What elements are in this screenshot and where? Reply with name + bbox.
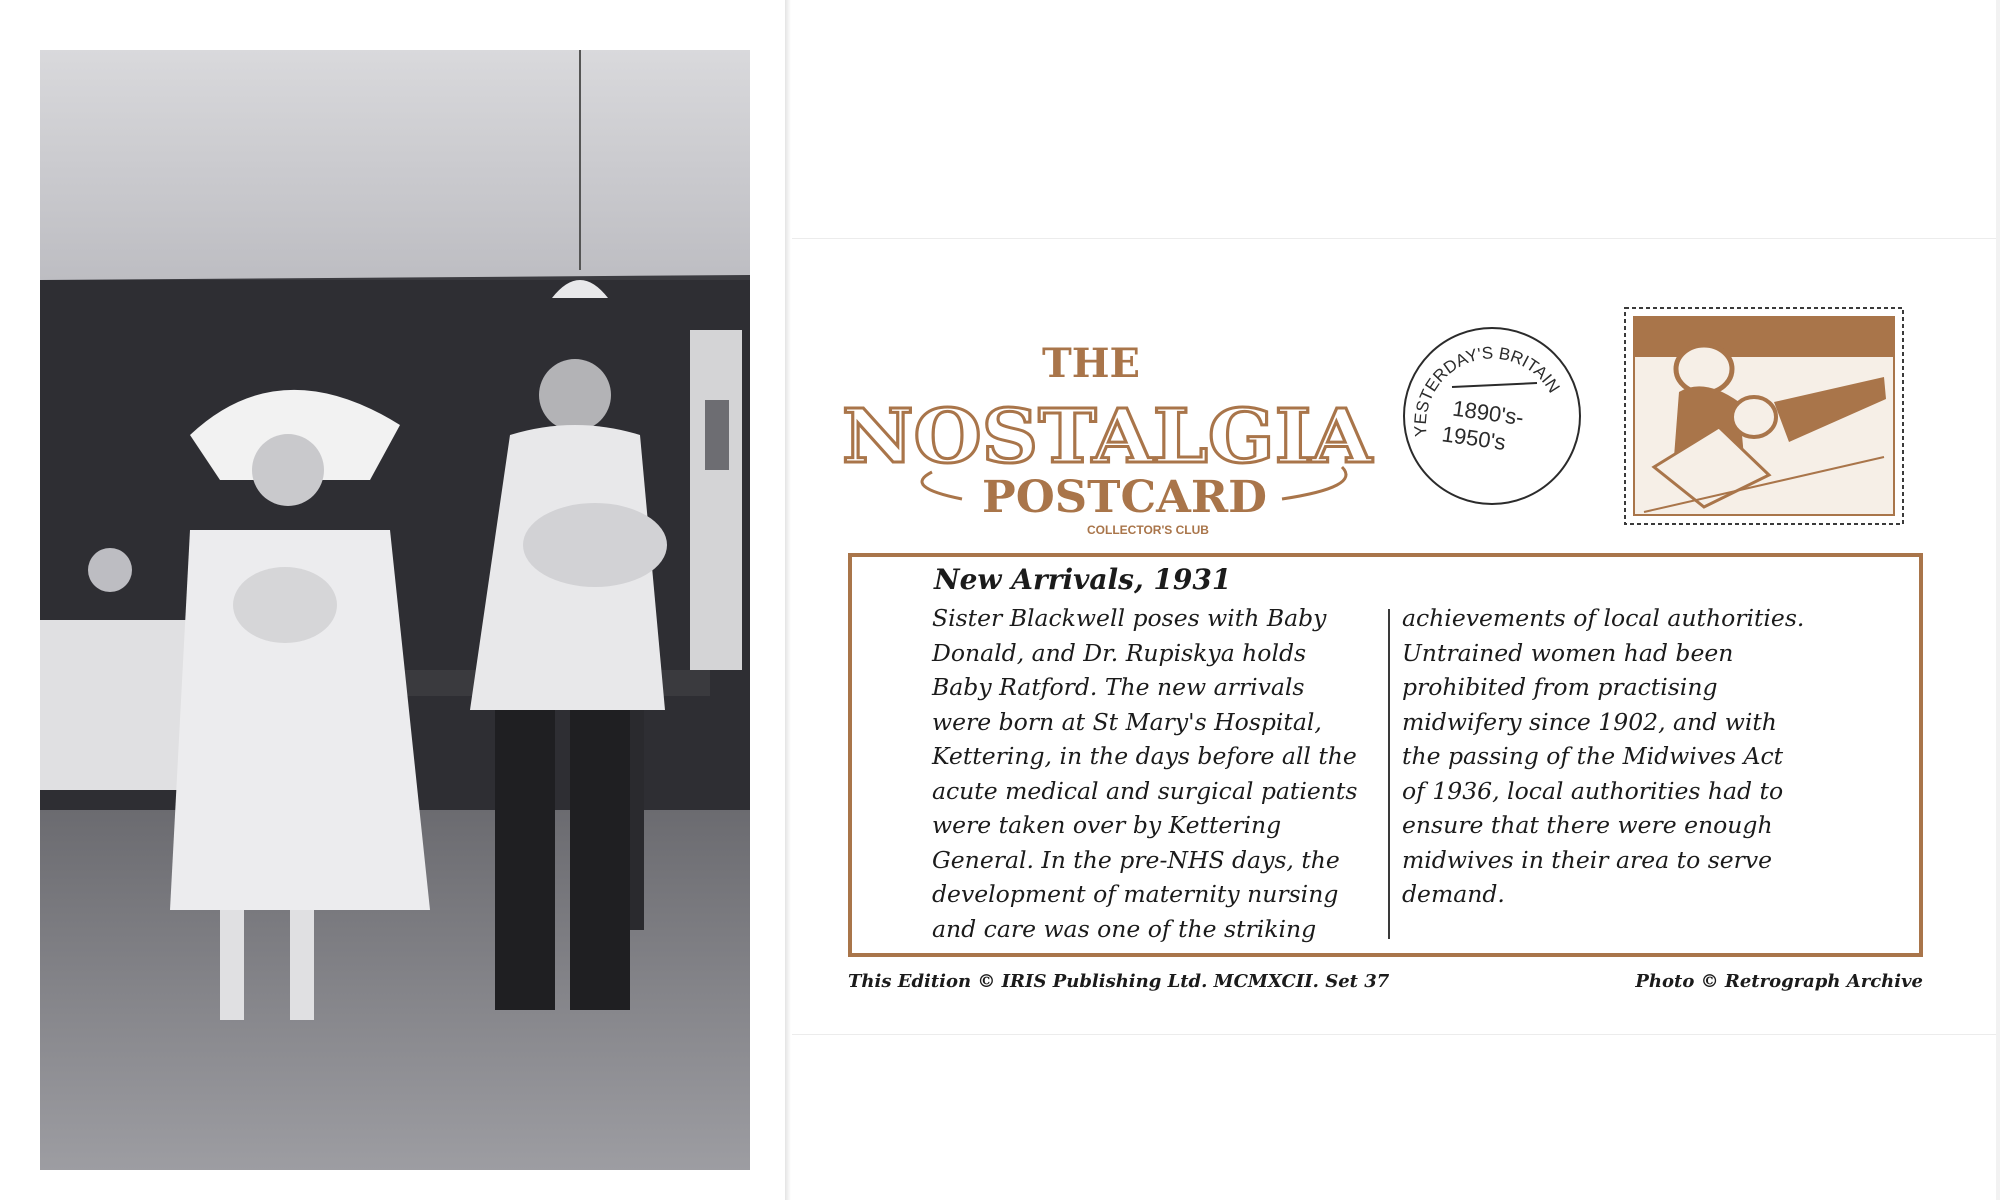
logo-line-the: THE xyxy=(1042,340,1141,387)
card-gutter xyxy=(785,0,791,1200)
story-line: midwifery since 1902, and with xyxy=(1402,707,1777,736)
story-line: of 1936, local authorities had to xyxy=(1402,776,1784,805)
postmark-date-bottom: 1950's xyxy=(1440,421,1508,456)
postmark-stamp xyxy=(1397,321,1587,511)
story-line: development of maternity nursing xyxy=(932,880,1339,908)
story-line: the passing of the Midwives Act xyxy=(1402,742,1784,770)
archive-photograph xyxy=(40,50,750,1170)
column-divider xyxy=(1388,609,1390,939)
story-line: were taken over by Kettering xyxy=(932,811,1282,839)
story-text-box xyxy=(848,553,1923,957)
logo-line-nostalgia: NOSTALGIA xyxy=(842,394,1374,480)
story-line: midwives in their area to serve xyxy=(1402,845,1773,874)
story-line: prohibited from practising xyxy=(1402,673,1718,701)
story-line: Sister Blackwell poses with Baby xyxy=(932,604,1327,632)
scan-edge xyxy=(1996,0,2000,1200)
story-line: General. In the pre-NHS days, the xyxy=(932,845,1340,874)
ceiling xyxy=(40,50,750,280)
story-line: were born at St Mary's Hospital, xyxy=(932,707,1322,736)
story-line: demand. xyxy=(1402,880,1505,908)
nostalgia-postcard-logo xyxy=(842,337,1382,557)
postmark-date-top: 1890's- xyxy=(1450,395,1526,431)
postmark-arc-text: YESTERDAY'S BRITAIN xyxy=(1410,343,1564,438)
story-line: Untrained women had been xyxy=(1402,638,1734,667)
story-column-left xyxy=(932,601,1382,946)
doorway xyxy=(690,330,742,670)
story-line: ensure that there were enough xyxy=(1402,811,1773,839)
edition-credit: This Edition © IRIS Publishing Ltd. MCMXCII. Set 37 xyxy=(848,971,1390,992)
story-line: Kettering, in the days before all the xyxy=(932,742,1357,770)
postage-stamp xyxy=(1624,307,1904,525)
hospital-bed xyxy=(40,620,200,790)
story-line: acute medical and surgical patients xyxy=(932,776,1358,805)
photo-credit: Photo © Retrograph Archive xyxy=(1635,971,1923,992)
logo-line-postcard: POSTCARD xyxy=(982,472,1267,523)
postcard-back xyxy=(792,238,1997,1035)
story-line: achievements of local authorities. xyxy=(1402,604,1805,632)
postcard-front xyxy=(0,0,786,1200)
story-line: Baby Ratford. The new arrivals xyxy=(932,673,1305,701)
story-column-right xyxy=(1402,601,1902,912)
story-title: New Arrivals, 1931 xyxy=(934,563,1232,596)
story-line: Donald, and Dr. Rupiskya holds xyxy=(932,638,1307,667)
logo-line-collectors-club: COLLECTOR'S CLUB xyxy=(1087,523,1209,537)
story-line: and care was one of the striking xyxy=(932,914,1317,943)
flowers xyxy=(88,548,132,592)
